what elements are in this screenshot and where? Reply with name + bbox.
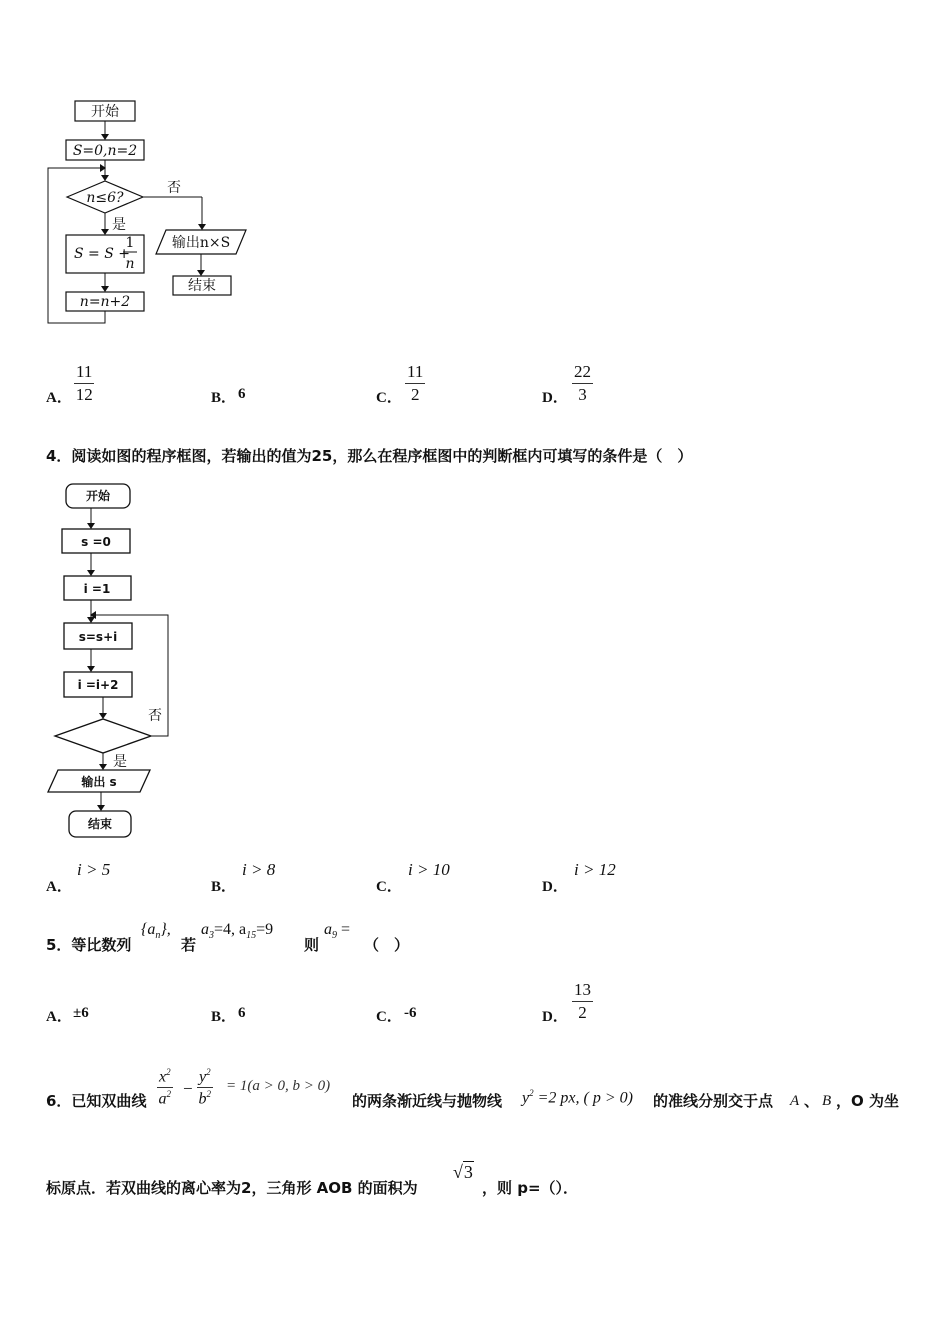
q5-option-b-value: 6 xyxy=(238,1005,246,1021)
fc1-body-num: 1 xyxy=(125,235,135,251)
q5-option-c-value: -6 xyxy=(404,1005,417,1021)
q4-option-a-label[interactable]: A． xyxy=(46,879,72,895)
q6-y2-over-b2: $\frac{y^2}{b^2}$ xyxy=(198,1067,212,1108)
q6-line2-end: ，则 p=（）． xyxy=(482,1179,579,1197)
q3-option-d-label[interactable]: D． xyxy=(542,390,568,406)
q4-option-b-value: i > 8 xyxy=(242,860,276,879)
q5-option-b-label[interactable]: B． xyxy=(211,1009,237,1025)
fc2-s0-label: s =0 xyxy=(81,535,111,549)
fc2-yes-label: 是 xyxy=(113,754,127,770)
q5-option-d-fraction xyxy=(572,980,593,1023)
q3-option-c-label[interactable]: C． xyxy=(376,390,402,406)
q3-option-a-num: 11 xyxy=(74,362,94,384)
q3-option-d-den: 3 xyxy=(578,385,587,404)
q5-sequence: $\{a_n\}$, xyxy=(141,921,171,942)
q3-option-b-label[interactable]: B． xyxy=(211,390,237,406)
q6-sqrt3: √3 xyxy=(453,1162,473,1182)
q4-option-a-value: i > 5 xyxy=(77,860,111,879)
q3-option-a-label[interactable]: A． xyxy=(46,390,72,406)
q6-mid2-text: 的准线分别交于点 xyxy=(653,1092,774,1110)
fc2-incr-label: i =i+2 xyxy=(77,678,119,692)
flowchart-1 xyxy=(40,95,300,335)
q6-x2-over-a2: $\frac{x^2}{a^2}$ xyxy=(158,1067,172,1108)
q5-if: 若 xyxy=(181,936,197,954)
q6-tail-text: ，O 为坐 xyxy=(836,1092,899,1110)
q3-option-c-den: 2 xyxy=(410,385,420,404)
q3-option-d-num: 22 xyxy=(572,362,593,384)
fc1-incr-label: n=n+2 xyxy=(79,294,131,310)
q6-parabola: $y^2 =2$ px, ( p > 0) xyxy=(522,1088,633,1107)
q6-separator: 、 xyxy=(804,1092,820,1110)
fc1-yes-label: 是 xyxy=(112,217,126,233)
fc2-i1-label: i =1 xyxy=(83,582,111,596)
q4-option-d-label[interactable]: D． xyxy=(542,879,568,895)
fc1-end-label: 结束 xyxy=(188,278,216,294)
q5-option-a-value: ±6 xyxy=(73,1005,89,1021)
fc2-condition-diamond xyxy=(55,719,151,753)
q6-point-a: A xyxy=(790,1093,800,1109)
q4-question-text: 4．阅读如图的程序框图，若输出的值为25，那么在程序框图中的判断框内可填写的条件是（ ） xyxy=(46,447,693,465)
q5-option-d-label[interactable]: D． xyxy=(542,1009,568,1025)
q6-mid-text: 的两条渐近线与抛物线 xyxy=(352,1092,503,1110)
q3-option-b-value: 6 xyxy=(238,386,246,402)
q3-option-a-fraction xyxy=(74,362,94,405)
fc1-init-label: S=0,n=2 xyxy=(72,143,138,159)
q4-option-b-label[interactable]: B． xyxy=(211,879,237,895)
flowchart-2 xyxy=(44,480,184,845)
q5-target: $a_9$ = xyxy=(324,921,351,942)
q6-minus: − xyxy=(183,1079,193,1098)
q5-option-c-label[interactable]: C． xyxy=(376,1009,402,1025)
q4-option-d-value: i > 12 xyxy=(574,860,616,879)
q5-option-d-num: 13 xyxy=(572,980,593,1002)
q5-option-a-label[interactable]: A． xyxy=(46,1009,72,1025)
fc1-body-den: n xyxy=(125,256,135,272)
q5-paren: （ ） xyxy=(364,936,410,954)
fc2-no-label: 否 xyxy=(148,708,162,724)
fc1-body-lhs: S = S + xyxy=(74,246,130,262)
q5-then: 则 xyxy=(304,936,320,954)
fc2-end-label: 结束 xyxy=(87,817,113,831)
fc1-no-label: 否 xyxy=(167,180,181,196)
q6-point-b: B xyxy=(822,1093,832,1109)
fc1-start-label: 开始 xyxy=(91,104,119,120)
q4-option-c-label[interactable]: C． xyxy=(376,879,402,895)
q5-prefix: 5．等比数列 xyxy=(46,936,132,954)
q3-option-a-den: 12 xyxy=(75,385,93,404)
q6-line2-text: 标原点．若双曲线的离心率为2，三角形 AOB 的面积为 xyxy=(46,1179,418,1197)
fc1-condition-label: n≤6? xyxy=(86,190,124,206)
q5-option-d-den: 2 xyxy=(578,1003,587,1022)
fc2-body-label: s=s+i xyxy=(78,630,118,644)
fc1-output-label: 输出n×S xyxy=(171,235,231,251)
q6-prefix: 6．已知双曲线 xyxy=(46,1092,147,1110)
q6-equation-rhs: = 1(a > 0, b > 0) xyxy=(226,1078,331,1094)
q5-condition: $a_3=4$, $a_{15}=9$ xyxy=(201,921,274,942)
fc2-start-label: 开始 xyxy=(85,489,111,503)
q3-option-c-num: 11 xyxy=(405,362,425,384)
q4-option-c-value: i > 10 xyxy=(408,860,450,879)
q3-option-d-fraction xyxy=(572,362,593,405)
q3-option-c-fraction xyxy=(405,362,425,405)
fc2-output-label: 输出 s xyxy=(81,775,117,789)
